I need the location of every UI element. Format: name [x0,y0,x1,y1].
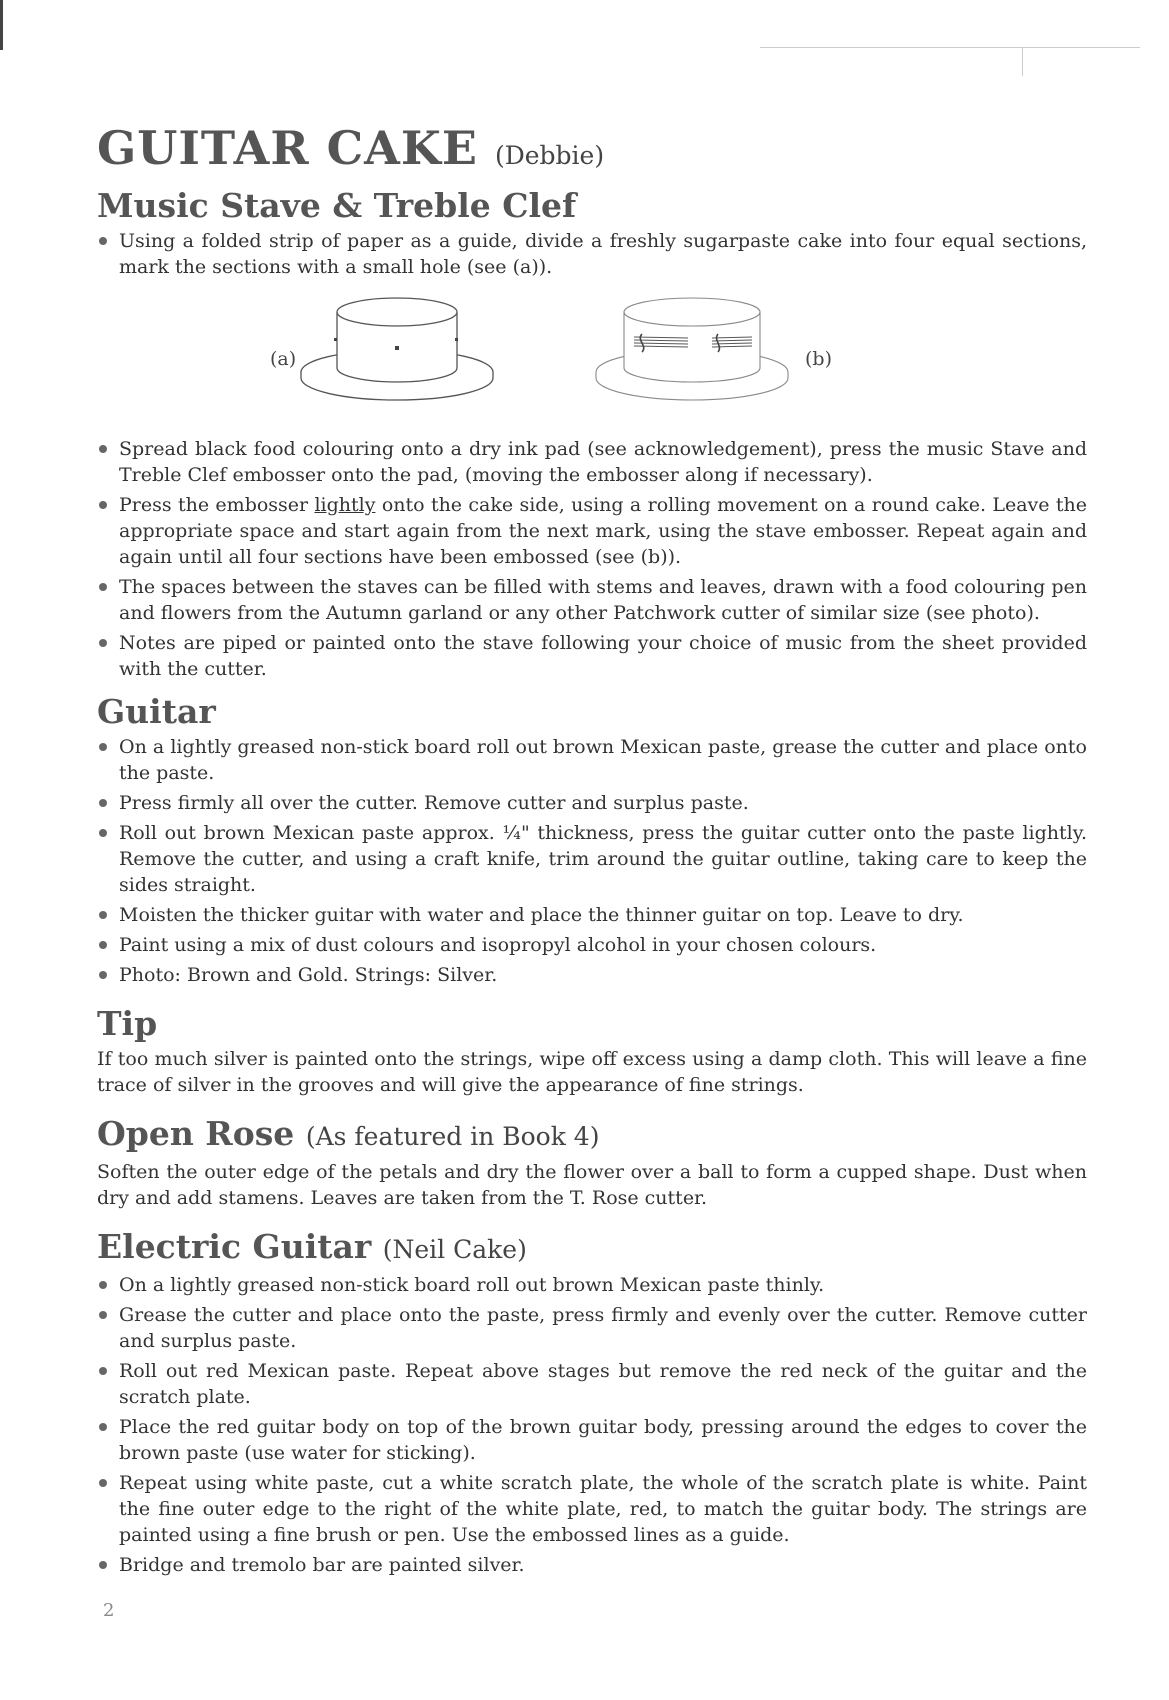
list-item: Roll out brown Mexican paste approx. ¼" thickness, press the guitar cutter onto the paste lightly. Remove the cutter, and using a craft knife, trim around the guitar outline, taking care to keep the sides straight. [97,820,1087,898]
list-item: Moisten the thicker guitar with water and place the thinner guitar on top. Leave to dry. [97,902,1087,928]
page-number: 2 [103,1600,115,1621]
list-item [97,492,1087,570]
scan-edge-top [760,47,1140,48]
emphasis-lightly: lightly [314,494,376,516]
title-main: GUITAR CAKE [97,121,478,175]
heading-tip: Tip [97,1004,158,1043]
scan-edge-right [1022,48,1023,76]
list-item: Roll out red Mexican paste. Repeat above stages but remove the red neck of the guitar and the scratch plate. [97,1358,1087,1410]
list-item-text: Press the embosser [119,494,315,516]
page-content [97,120,1087,1582]
list-item-text: onto the cake side, using a rolling movement on a round cake. Leave the appropriate space and start again from the next mark, using the stave embosser. Repeat again and again until all four sections have been embossed (see (b)). [119,494,1087,568]
list-item: Spread black food colouring onto a dry ink pad (see acknowledgement), press the music Stave and Treble Clef embosser onto the pad, (moving the embosser along if necessary). [97,436,1087,488]
list-item: Repeat using white paste, cut a white scratch plate, the whole of the scratch plate is white. Paint the fine outer edge to the right of the white plate, red, to match the guitar body. The strings are painted using a fine brush or pen. Use the embossed lines as a guide. [97,1470,1087,1548]
open-rose-heading-text: Open Rose [97,1114,295,1153]
page-title [97,120,1087,184]
list-item: On a lightly greased non-stick board roll out brown Mexican paste thinly. [97,1272,1087,1298]
list-item: Press firmly all over the cutter. Remove cutter and surplus paste. [97,790,1087,816]
electric-sub: (Neil Cake) [382,1235,527,1264]
music-stave-intro-list [97,228,1087,280]
heading-music-stave: Music Stave & Treble Clef [97,186,577,225]
list-item: Using a folded strip of paper as a guide, divide a freshly sugarpaste cake into four equal sections, mark the sections with a small hole (see (a)). [97,228,1087,280]
electric-guitar-list [97,1272,1087,1578]
list-item: The spaces between the staves can be filled with stems and leaves, drawn with a food colouring pen and flowers from the Autumn garland or any other Patchwork cutter of similar size (see photo). [97,574,1087,626]
list-item: Paint using a mix of dust colours and isopropyl alcohol in your chosen colours. [97,932,1087,958]
list-item: On a lightly greased non-stick board roll out brown Mexican paste, grease the cutter and place onto the paste. [97,734,1087,786]
scan-edge-left [0,0,3,50]
cake-figures [97,294,1087,424]
guitar-list [97,734,1087,988]
list-item: Notes are piped or painted onto the stave following your choice of music from the sheet provided with the cutter. [97,630,1087,682]
list-item: Photo: Brown and Gold. Strings: Silver. [97,962,1087,988]
tip-text: If too much silver is painted onto the strings, wipe off excess using a damp cloth. This will leave a fine trace of silver in the grooves and will give the appearance of fine strings. [97,1048,1087,1096]
heading-open-rose [97,1112,1087,1159]
open-rose-text: Soften the outer edge of the petals and dry the flower over a ball to form a cupped shape. Dust when dry and add stamens. Leaves are taken from the T. Rose cutter. [97,1161,1087,1209]
list-item: Grease the cutter and place onto the paste, press firmly and evenly over the cutter. Remove cutter and surplus paste. [97,1302,1087,1354]
heading-guitar: Guitar [97,692,216,731]
electric-heading-text: Electric Guitar [97,1227,372,1266]
title-sub: (Debbie) [494,141,605,170]
music-stave-steps-list [97,436,1087,682]
cake-figure-b [592,294,792,414]
heading-electric-guitar [97,1225,1087,1272]
figure-b-label: (b) [805,348,832,370]
list-item: Place the red guitar body on top of the brown guitar body, pressing around the edges to cover the brown paste (use water for sticking). [97,1414,1087,1466]
figure-a-label: (a) [270,348,297,370]
cake-figure-a [297,294,497,414]
open-rose-sub: (As featured in Book 4) [305,1122,600,1151]
list-item: Bridge and tremolo bar are painted silver. [97,1552,1087,1578]
